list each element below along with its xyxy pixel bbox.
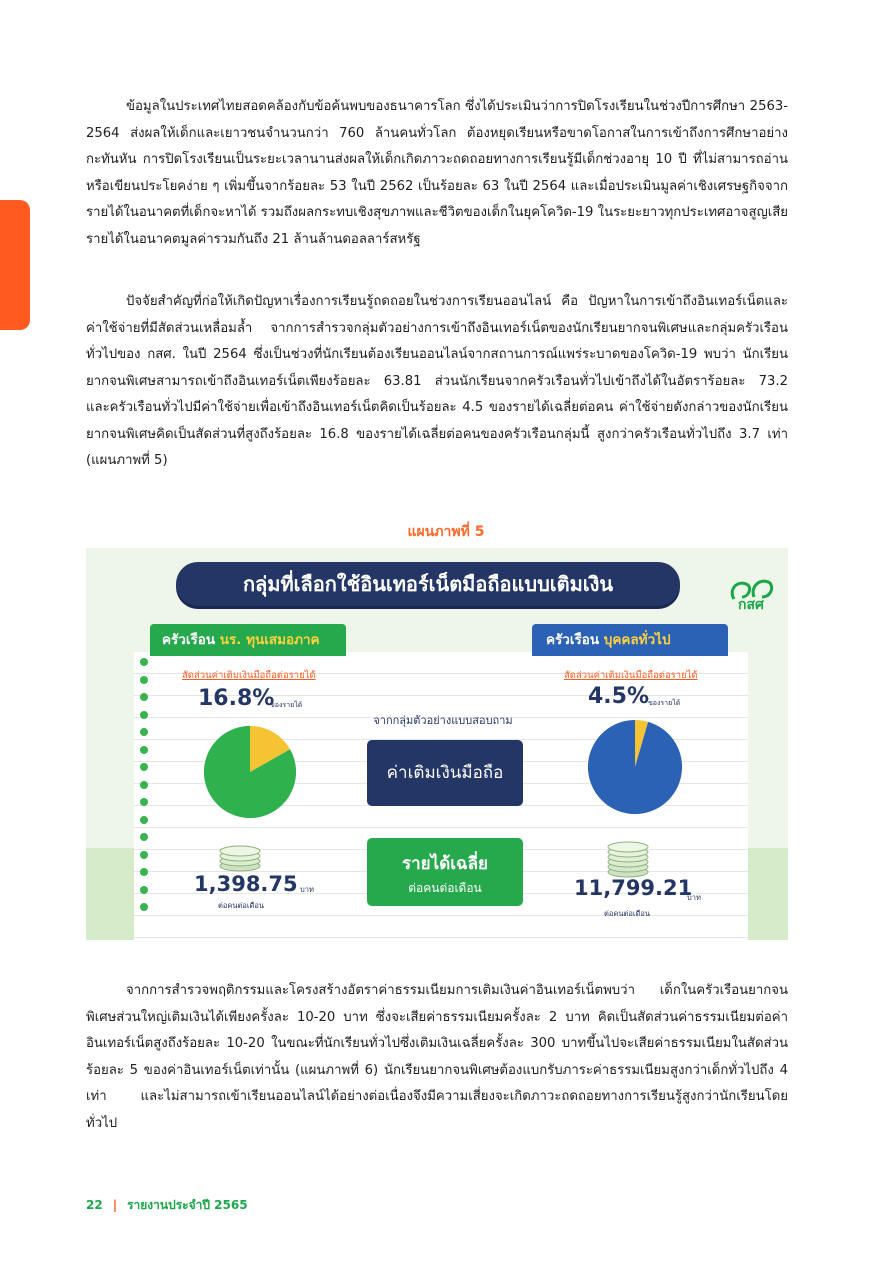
- tab-right-highlight: บุคคลทั่วไป: [603, 632, 671, 648]
- survey-note: จากกลุ่มตัวอย่างแบบสอบถาม: [373, 714, 513, 727]
- ratio-label-left: สัดส่วนค่าเติมเงินมือถือต่อรายได้: [182, 670, 316, 681]
- coins-icon: [218, 844, 262, 872]
- income-right: 11,799.21: [574, 876, 693, 900]
- tab-left-highlight: นร. ทุนเสมอภาค: [219, 632, 320, 648]
- infographic: [86, 548, 788, 940]
- page-footer: [86, 1196, 248, 1215]
- body-paragraph-3: จากการสำรวจพฤติกรรมและโครงสร้างอัตราค่าธรรมเนียมการเติมเงินค่าอินเทอร์เน็ตพบว่า เด็กในครัวเรือนยากจนพิเศษส่วนใหญ่เติมเงินได้เพียงครั้งละ 10-20 บาท ซึ่งจะเสียค่าธรรมเนียมครั้งละ 2 บาท คิดเป็นสัดส่วนค่าธรรมเนียมต่อค่าอินเทอร์เน็ตสูงถึงร้อยละ 10-20 ในขณะที่นักเรียนทั่วไปซึ่งเติมเงินเฉลี่ยครั้งละ 300 บาทขึ้นไปจะเสียค่าธรรมเนียมในสัดส่วนร้อยละ 5 ของค่าอินเทอร์เน็ตเท่านั้น (แผนภาพที่ 6) นักเรียนยากจนพิเศษต้องแบกรับภาระค่าธรรมเนียมสูงกว่าเด็กทั่วไปถึง 4 เท่า และไม่สามารถเข้าเรียนออนไลน์ได้อย่างต่อเนื่องจึงมีความเสี่ยงจะเกิดภาวะถดถอยทางการเรียนรู้สูงกว่านักเรียนโดยทั่วไป: [86, 983, 788, 1131]
- percent-left: 16.8%: [198, 686, 275, 711]
- percent-right: 4.5%: [588, 684, 650, 709]
- income-left-sub: ต่อคนต่อเดือน: [218, 901, 264, 910]
- tab-equity-household: [150, 624, 346, 656]
- income-left: 1,398.75: [194, 872, 298, 896]
- infographic-title: กลุ่มที่เลือกใช้อินเทอร์เน็ตมือถือแบบเติมเงิน: [176, 562, 680, 606]
- average-income-box: [367, 838, 523, 906]
- body-paragraph-2: ปัจจัยสำคัญที่ก่อให้เกิดปัญหาเรื่องการเรียนรู้ถดถอยในช่วงการเรียนออนไลน์ คือ ปัญหาในการเข้าถึงอินเทอร์เน็ตและค่าใช้จ่ายที่มีสัดส่วนเหลื่อมล้ำ จากการสำรวจกลุ่มตัวอย่างการเข้าถึงอินเทอร์เน็ตของนักเรียนยากจนพิเศษและกลุ่มครัวเรือนทั่วไปของ กสศ. ในปี 2564 ซึ่งเป็นช่วงที่นักเรียนต้องเรียนออนไลน์จากสถานการณ์แพร่ระบาดของโควิด-19 พบว่า นักเรียนยากจนพิเศษสามารถเข้าถึงอินเทอร์เน็ตเพียงร้อยละ 63.81 ส่วนนักเรียนจากครัวเรือนทั่วไปเข้าถึงได้ในอัตราร้อยละ 73.2 และครัวเรือนทั่วไปมีค่าใช้จ่ายเพื่อเข้าถึงอินเทอร์เน็ตคิดเป็นร้อยละ 4.5 ของรายได้เฉลี่ยต่อคน ค่าใช้จ่ายดังกล่าวของนักเรียนยากจนพิเศษคิดเป็นสัดส่วนที่สูงถึงร้อยละ 16.8 ของรายได้เฉลี่ยต่อคนของครัวเรือนกลุ่มนี้ สูงกว่าครัวเรือนทั่วไปถึง 3.7 เท่า (แผนภาพที่ 5): [86, 294, 788, 468]
- income-right-sub: ต่อคนต่อเดือน: [604, 909, 650, 918]
- side-tab-marker: [0, 200, 30, 330]
- average-income-line2: ต่อคนต่อเดือน: [408, 881, 482, 895]
- coins-stack-icon: [606, 838, 650, 878]
- pie-chart-left: [202, 724, 298, 820]
- tab-left-prefix: ครัวเรือน: [162, 632, 216, 648]
- figure-caption: แผนภาพที่ 5: [407, 524, 485, 540]
- body-paragraph-1: ข้อมูลในประเทศไทยสอดคล้องกับข้อค้นพบของธนาคารโลก ซึ่งได้ประเมินว่าการปิดโรงเรียนในช่วงปีการศึกษา 2563-2564 ส่งผลให้เด็กและเยาวชนจำนวนกว่า 760 ล้านคนทั่วโลก ต้องหยุดเรียนหรือขาดโอกาสในการเข้าถึงการศึกษาอย่างกะทันหัน การปิดโรงเรียนเป็นระยะเวลานานส่งผลให้เด็กเกิดภาวะถดถอยทางการเรียนรู้มีเด็กช่วงอายุ 10 ปี ที่ไม่สามารถอ่านหรือเขียนประโยคง่าย ๆ เพิ่มขึ้นจากร้อยละ 53 ในปี 2562 เป็นร้อยละ 63 ในปี 2564 และเมื่อประเมินมูลค่าเชิงเศรษฐกิจจากรายได้ในอนาคตที่เด็กจะหาได้ รวมถึงผลกระทบเชิงสุขภาพและชีวิตของเด็กในยุคโควิด-19 ในระยะยาวทุกประเทศอาจสูญเสียรายได้ในอนาคตมูลค่ารวมกันถึง 21 ล้านล้านดอลลาร์สหรัฐ: [86, 99, 789, 247]
- tab-general-household: [532, 624, 728, 656]
- notebook-holes: [140, 658, 150, 928]
- percent-right-unit: ของรายได้: [648, 699, 681, 707]
- income-left-unit: บาท: [300, 885, 314, 894]
- footer-separator: |: [112, 1198, 118, 1212]
- average-income-line1: รายได้เฉลี่ย: [402, 854, 488, 874]
- page-number: 22: [86, 1198, 103, 1212]
- mobile-topup-box: ค่าเติมเงินมือถือ: [367, 740, 523, 806]
- pie-slice-other: [588, 720, 682, 814]
- tab-right-prefix: ครัวเรือน: [546, 632, 600, 648]
- percent-left-unit: ของรายได้: [270, 701, 303, 709]
- ratio-label-right: สัดส่วนค่าเติมเงินมือถือต่อรายได้: [564, 670, 698, 681]
- pie-chart-right: [586, 718, 684, 816]
- report-title: รายงานประจำปี 2565: [127, 1198, 248, 1212]
- income-right-unit: บาท: [687, 893, 701, 902]
- eef-logo-text: กสศ: [738, 597, 764, 613]
